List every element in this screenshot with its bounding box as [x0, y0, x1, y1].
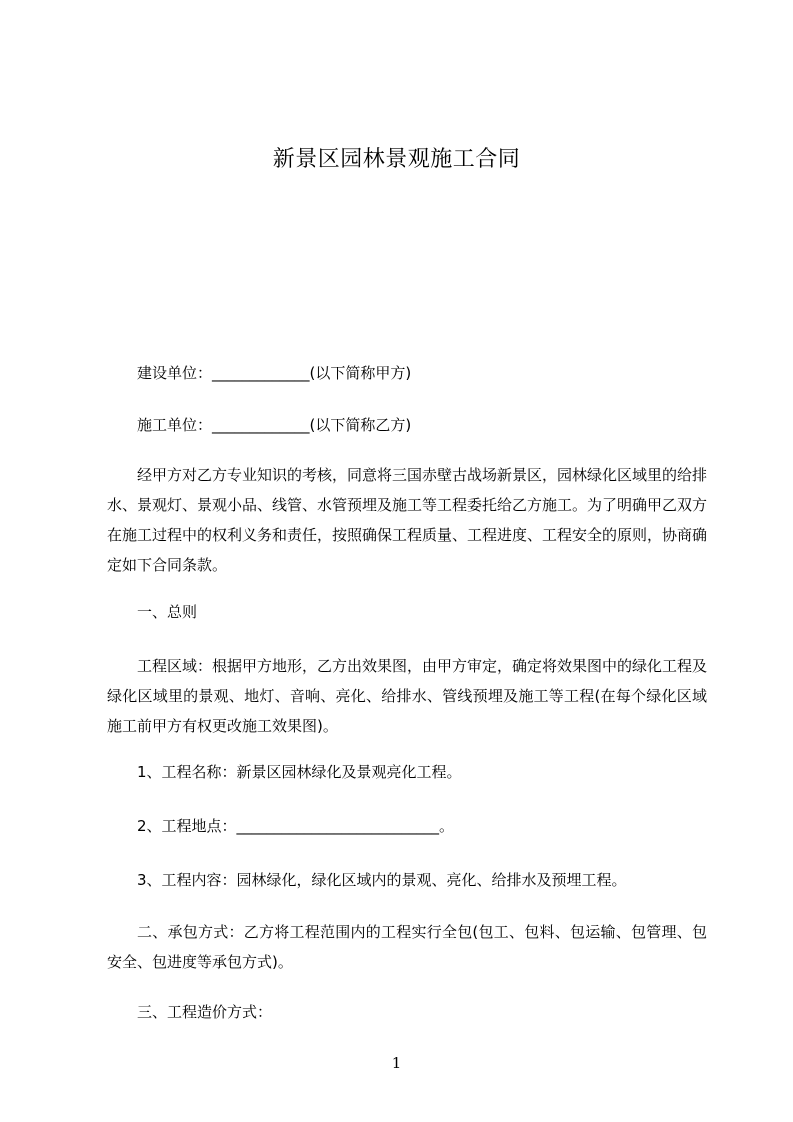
project-area-paragraph: 工程区域：根据甲方地形，乙方出效果图，由甲方审定，确定将效果图中的绿化工程及绿化区域里的景观、地灯、音响、亮化、给排水、管线预埋及施工等工程(在每个绿化区域施工前甲方有权更改施工效果图)。 — [107, 657, 708, 735]
party-b-line: 施工单位：_____________(以下简称乙方) — [137, 416, 412, 434]
section-heading-pricing: 三、工程造价方式： — [137, 1003, 273, 1021]
document-title: 新景区园林景观施工合同 — [272, 147, 521, 172]
party-a-line: 建设单位：_____________(以下简称甲方) — [137, 364, 412, 382]
section-heading-general: 一、总则 — [137, 603, 198, 621]
page-number: 1 — [391, 1054, 402, 1072]
contract-method-paragraph: 二、承包方式：乙方将工程范围内的工程实行全包(包工、包料、包运输、包管理、包安全、包进度等承包方式)。 — [107, 923, 707, 971]
project-name-line: 1、工程名称：新景区园林绿化及景观亮化工程。 — [137, 763, 462, 781]
project-location-line: 2、工程地点：___________________________。 — [137, 817, 455, 835]
preamble-paragraph: 经甲方对乙方专业知识的考核，同意将三国赤壁古战场新景区，园林绿化区域里的给排水、景观灯、景观小品、线管、水管预埋及施工等工程委托给乙方施工。为了明确甲乙双方在施工过程中的权利义务和责任，按照确保工程质量、工程进度、工程安全的原则，协商确定如下合同条款。 — [107, 466, 708, 574]
project-content-line: 3、工程内容：园林绿化，绿化区域内的景观、亮化、给排水及预埋工程。 — [137, 871, 627, 889]
